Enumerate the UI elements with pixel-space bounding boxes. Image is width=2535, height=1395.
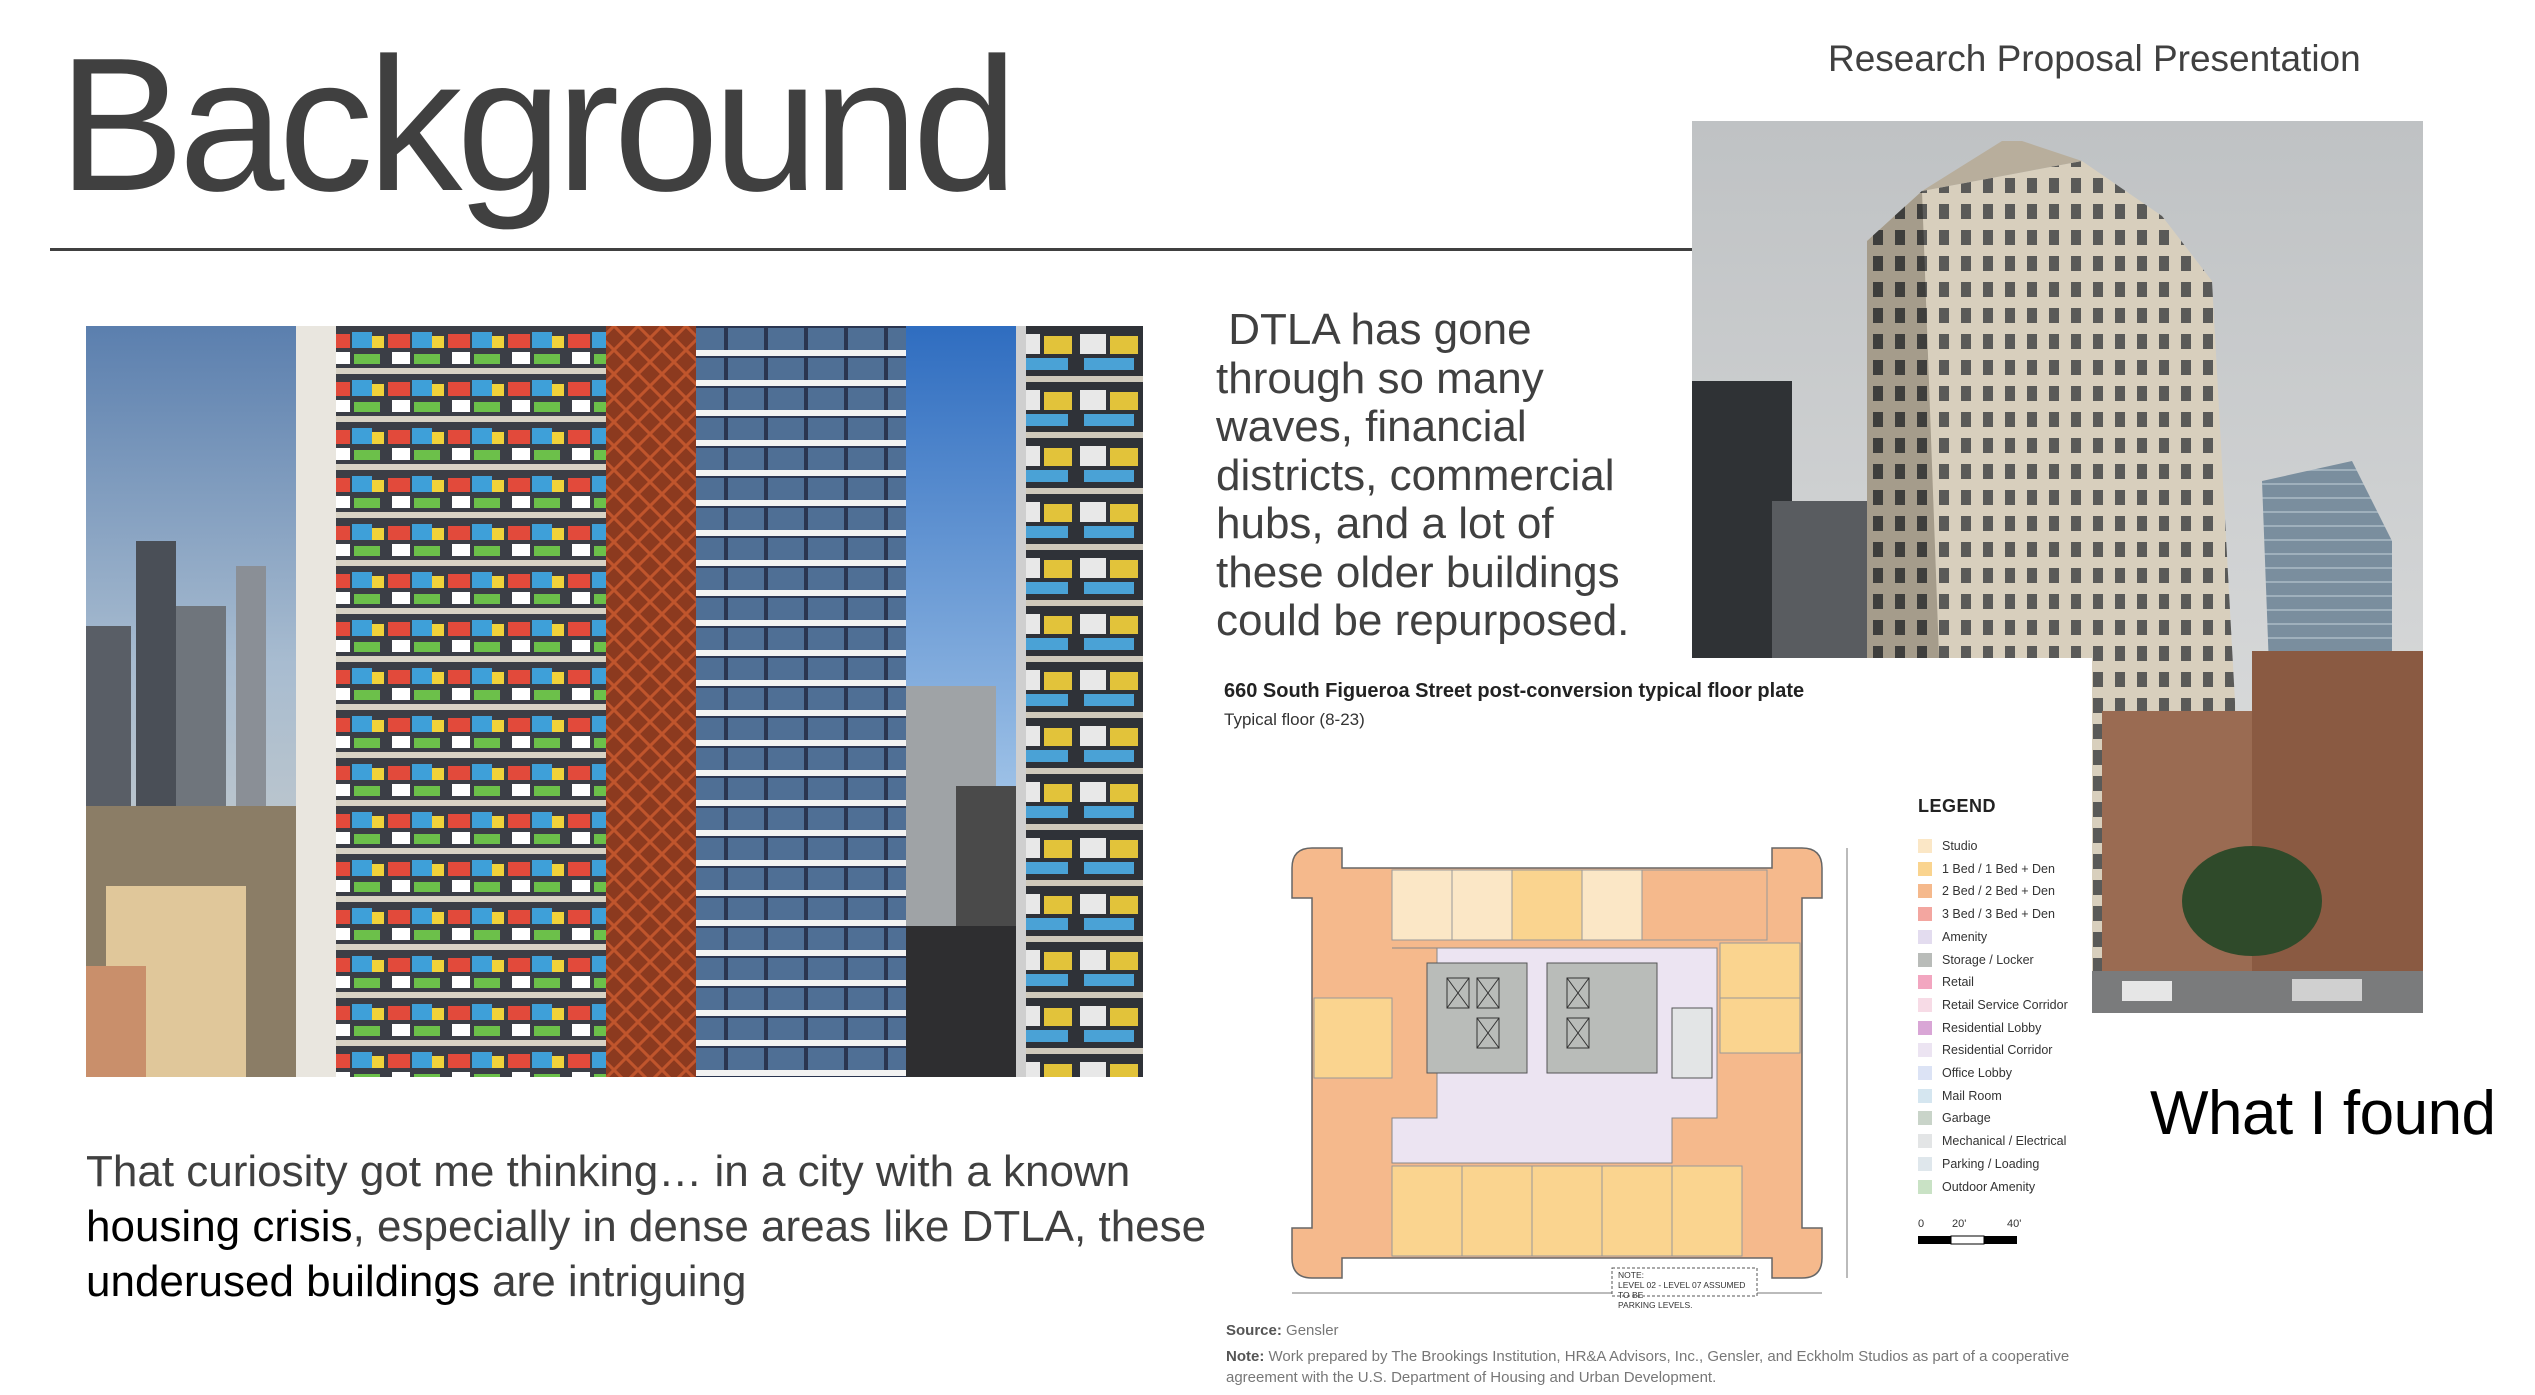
slide-subtitle: Research Proposal Presentation [1828, 38, 2361, 79]
legend-item [1918, 1040, 2052, 1060]
floor-plan-title: 660 South Figueroa Street post-conversion typical floor plate [1224, 680, 1805, 702]
scale-label-0: 0 [1918, 1218, 1925, 1230]
scale-label-40: 40' [2007, 1218, 2022, 1230]
floor-plan-subtitle: Typical floor (8-23) [1224, 710, 1365, 729]
legend-item [1918, 972, 1974, 992]
legend-item [1918, 859, 2055, 879]
legend-swatch [1918, 839, 1932, 853]
intro-paragraph: DTLA has gone through so many waves, financial districts, commercial hubs, and a lot of these older buildings could be repurposed. [1216, 305, 1630, 645]
legend-swatch [1918, 1157, 1932, 1171]
legend-swatch [1918, 1021, 1932, 1035]
legend-label: Retail Service Corridor [1942, 997, 2068, 1012]
legend-label: Office Lobby [1942, 1066, 2012, 1080]
floor-plan-note: Note: Work prepared by The Brookings Institution, HR&A Advisors, Inc., Gensler, and Eckholm Studios as part of a cooperative agreement with the U.S. Department of Housing and Urban Development. [1226, 1348, 2070, 1386]
legend-swatch [1918, 1043, 1932, 1057]
slide-title: Background [58, 19, 1013, 231]
legend-label: Amenity [1942, 929, 1988, 944]
legend-swatch [1918, 884, 1932, 898]
highlight-underused-buildings: underused buildings [86, 1257, 480, 1306]
legend-item [1918, 1108, 1991, 1128]
legend-item [1918, 881, 2055, 901]
legend-label: Storage / Locker [1942, 952, 2034, 967]
legend-swatch [1918, 998, 1932, 1012]
legend-label: Residential Lobby [1942, 1020, 2042, 1035]
legend-swatch [1918, 1089, 1932, 1103]
legend-label: Mechanical / Electrical [1942, 1134, 2067, 1149]
legend-swatch [1918, 953, 1932, 967]
legend-label: Outdoor Amenity [1942, 1179, 2036, 1194]
legend-item [1918, 1131, 2066, 1151]
legend-swatch [1918, 975, 1932, 989]
title-divider [50, 248, 1692, 251]
legend-label: Mail Room [1942, 1088, 2002, 1103]
legend-item [1918, 1018, 2041, 1038]
legend-label: Garbage [1942, 1111, 1991, 1126]
legend-swatch [1918, 1180, 1932, 1194]
legend-swatch [1918, 907, 1932, 921]
legend-item [1918, 1086, 2002, 1106]
legend-item [1918, 1177, 2035, 1197]
legend-label: Residential Corridor [1942, 1043, 2053, 1058]
legend-item [1918, 836, 1977, 856]
legend-swatch [1918, 862, 1932, 876]
floor-plan-drawing [1212, 778, 1912, 1298]
scale-bar [1918, 1234, 2018, 1246]
legend-swatch [1918, 1111, 1932, 1125]
legend-item [1918, 1063, 2012, 1083]
legend-swatch [1918, 1134, 1932, 1148]
graffiti-tower-photo [86, 326, 1143, 1077]
floor-plan-figure [1212, 658, 2092, 1395]
legend-swatch [1918, 1066, 1932, 1080]
scale-label-20: 20' [1952, 1218, 1967, 1230]
legend-label: 1 Bed / 1 Bed + Den [1942, 861, 2055, 876]
legend-label: Studio [1942, 839, 1978, 853]
floor-plan-source: Source: Gensler [1226, 1322, 1339, 1339]
what-i-found-label: What I found [2150, 1079, 2496, 1148]
legend-label: 3 Bed / 3 Bed + Den [1942, 907, 2055, 922]
legend-item [1918, 904, 2055, 924]
legend-title: LEGEND [1918, 796, 1997, 816]
legend-label: 2 Bed / 2 Bed + Den [1942, 884, 2055, 899]
floor-plan-note-box: NOTE: LEVEL 02 - LEVEL 07 ASSUMED TO BE PARKING LEVELS. [1618, 1270, 1746, 1310]
legend-label: Retail [1942, 975, 1974, 990]
legend-item [1918, 995, 2068, 1015]
legend-label: Parking / Loading [1942, 1156, 2040, 1171]
legend-item [1918, 927, 1987, 947]
legend-item [1918, 1154, 2039, 1174]
legend-item [1918, 950, 2034, 970]
legend-swatch [1918, 930, 1932, 944]
highlight-housing-crisis: housing crisis [86, 1202, 353, 1251]
closing-paragraph: That curiosity got me thinking… in a city with a known housing crisis, especially in dense areas like DTLA, these underused buildings are intriguing [86, 1147, 1207, 1306]
